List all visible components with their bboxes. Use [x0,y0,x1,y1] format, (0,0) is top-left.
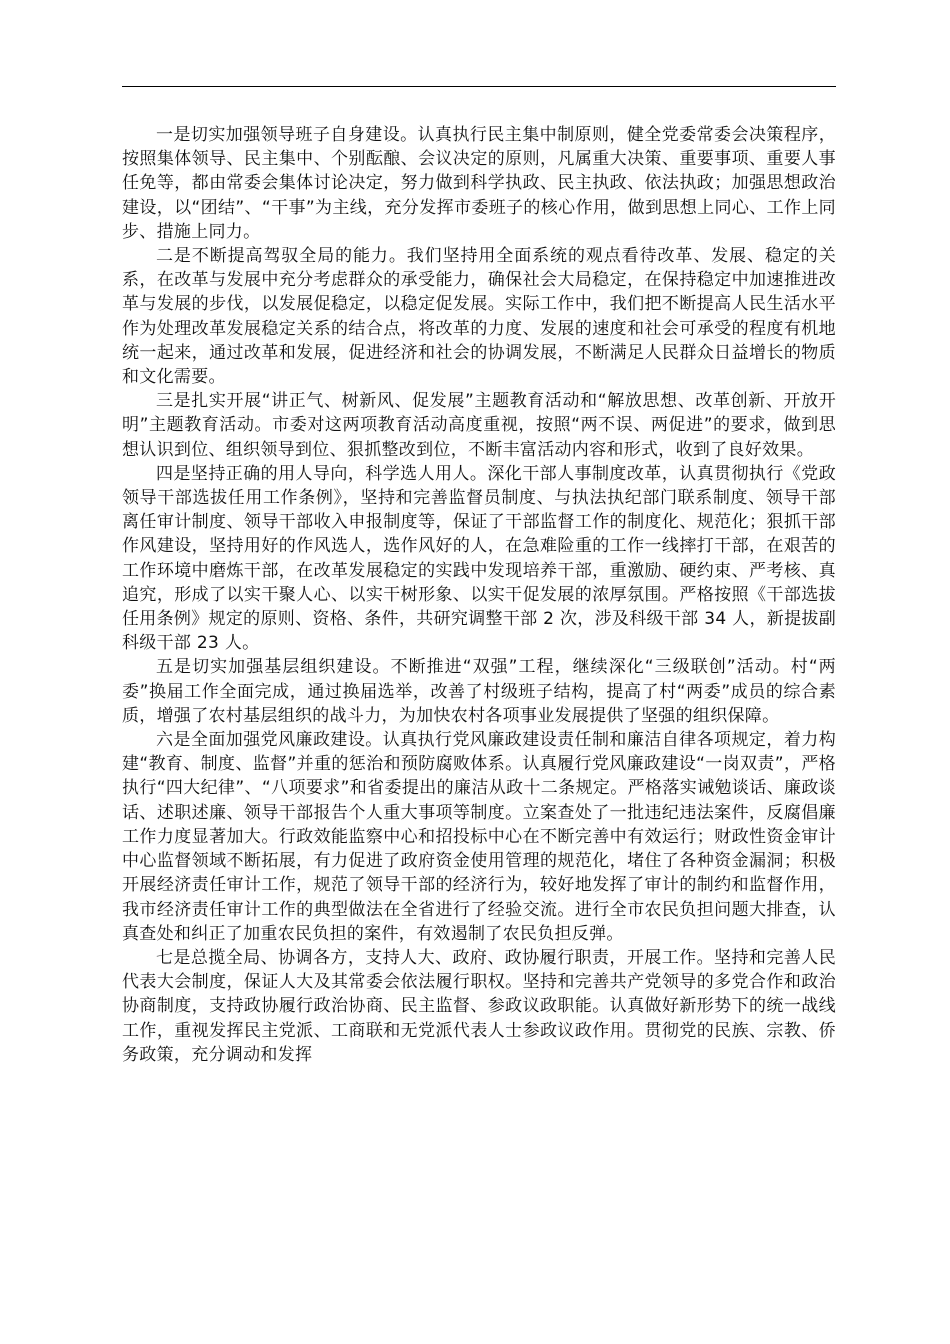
document-body [122,123,836,1067]
paragraph: 五是切实加强基层组织建设。不断推进“双强”工程，继续深化“三级联创”活动。村“两委”换届工作全面完成，通过换届选举，改善了村级班子结构，提高了村“两委”成员的综合素质，增强了农村基层组织的战斗力，为加快农村各项事业发展提供了坚强的组织保障。 [122,657,836,726]
paragraph: 七是总揽全局、协调各方，支持人大、政府、政协履行职责，开展工作。坚持和完善人民代表大会制度，保证人大及其常委会依法履行职权。坚持和完善共产党领导的多党合作和政治协商制度，支持政协履行政治协商、民主监督、参政议政职能。认真做好新形势下的统一战线工作，重视发挥民主党派、工商联和无党派代表人士参政议政作用。贯彻党的民族、宗教、侨务政策，充分调动和发挥 [122,947,836,1065]
paragraph: 一是切实加强领导班子自身建设。认真执行民主集中制原则，健全党委常委会决策程序，按照集体领导、民主集中、个别酝酿、会议决定的原则，凡属重大决策、重要事项、重要人事任免等，都由常委会集体讨论决定，努力做到科学执政、民主执政、依法执政；加强思想政治建设，以“团结”、“干事”为主线，充分发挥市委班子的核心作用，做到思想上同心、工作上同步、措施上同力。 [122,125,836,242]
paragraph: 四是坚持正确的用人导向，科学选人用人。深化干部人事制度改革，认真贯彻执行《党政领导干部选拔任用工作条例》，坚持和完善监督员制度、与执法执纪部门联系制度、领导干部离任审计制度、领导干部收入申报制度等，保证了干部监督工作的制度化、规范化；狠抓干部作风建设，坚持用好的作风选人，选作风好的人，在急难险重的工作一线摔打干部，在艰苦的工作环境中磨炼干部，在改革发展稳定的实践中发现培养干部，重激励、硬约束、严考核、真追究，形成了以实干聚人心、以实干树形象、以实干促发展的浓厚氛围。严格按照《干部选拔任用条例》规定的原则、资格、条件，共研究调整干部 2 次，涉及科级干部 34 人，新提拔副科级干部 23 人。 [122,463,836,654]
paragraph: 三是扎实开展“讲正气、树新风、促发展”主题教育活动和“解放思想、改革创新、开放开明”主题教育活动。市委对这两项教育活动高度重视，按照“两不误、两促进”的要求，做到思想认识到位、组织领导到位、狠抓整改到位，不断丰富活动内容和形式，收到了良好效果。 [122,391,836,460]
header-rule [122,86,836,87]
paragraph: 二是不断提高驾驭全局的能力。我们坚持用全面系统的观点看待改革、发展、稳定的关系，在改革与发展中充分考虑群众的承受能力，确保社会大局稳定，在保持稳定中加速推进改革与发展的步伐，以发展促稳定，以稳定促发展。实际工作中，我们把不断提高人民生活水平作为处理改革发展稳定关系的结合点，将改革的力度、发展的速度和社会可承受的程度有机地统一起来，通过改革和发展，促进经济和社会的协调发展，不断满足人民群众日益增长的物质和文化需要。 [122,246,836,388]
paragraph: 六是全面加强党风廉政建设。认真执行党风廉政建设责任制和廉洁自律各项规定，着力构建“教育、制度、监督”并重的惩治和预防腐败体系。认真履行党风廉政建设“一岗双责”，严格执行“四大纪律”、“八项要求”和省委提出的廉洁从政十二条规定。严格落实诫勉谈话、廉政谈话、述职述廉、领导干部报告个人重大事项等制度。立案查处了一批违纪违法案件，反腐倡廉工作力度显著加大。行政效能监察中心和招投标中心在不断完善中有效运行；财政性资金审计中心监督领域不断拓展，有力促进了政府资金使用管理的规范化，堵住了各种资金漏洞；积极开展经济责任审计工作，规范了领导干部的经济行为，较好地发挥了审计的制约和监督作用，我市经济责任审计工作的典型做法在全省进行了经验交流。进行全市农民负担问题大排查，认真查处和纠正了加重农民负担的案件，有效遏制了农民负担反弹。 [122,730,836,944]
